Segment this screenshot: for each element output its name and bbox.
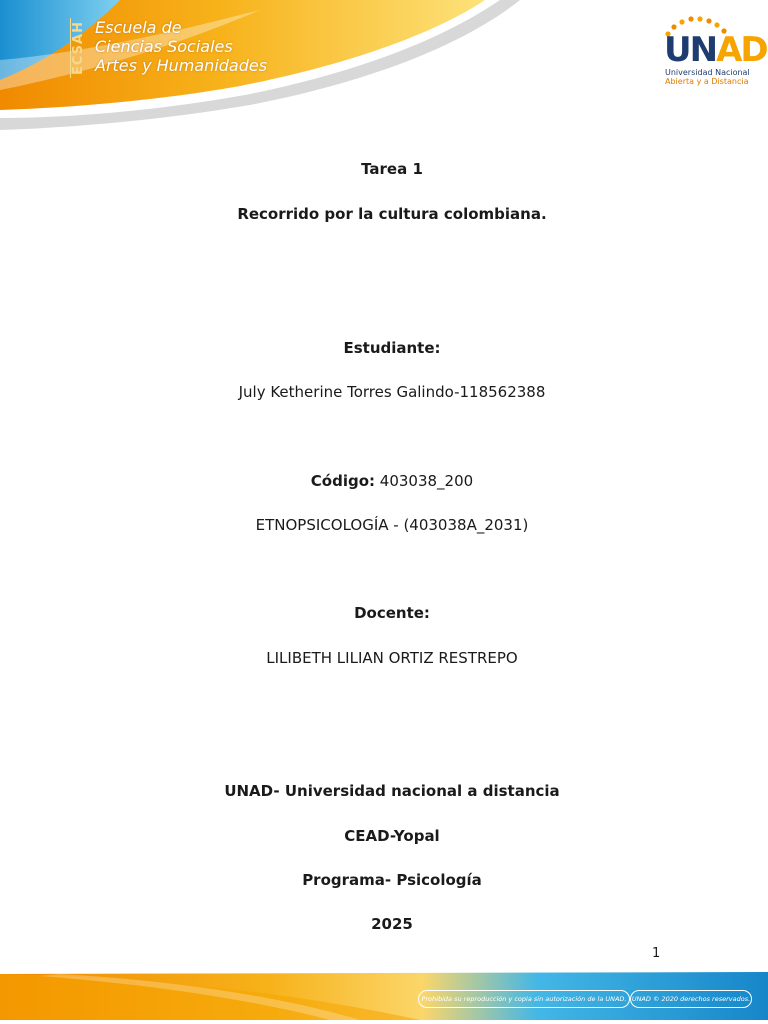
student-name: July Ketherine Torres Galindo-118562388 [238,383,546,401]
course-name: ETNOPSICOLOGÍA - (403038A_2031) [255,516,529,534]
university-name: UNAD- Universidad nacional a distancia [224,782,560,800]
school-name-line-2: Ciencias Sociales [95,37,233,56]
code-value: 403038_200 [375,472,474,490]
unad-logo [660,16,767,88]
footer-banner [0,968,768,1024]
document-title: Tarea 1 [361,160,423,178]
footer-reproduction-notice: Prohibida su reproducción y copia sin autorización de la UNAD. [418,990,630,1008]
program-name: Programa- Psicología [302,871,482,889]
header-banner [0,0,768,150]
school-name-block [70,18,267,78]
student-label: Estudiante: [343,339,441,357]
page-number: 1 [652,946,661,961]
code-line [0,472,768,490]
code-label: Código: [310,472,376,490]
logo-wordmark: UNAD [664,30,767,70]
footer-copyright: UNAD © 2020 derechos reservados. [630,990,752,1008]
school-name-line-3: Artes y Humanidades [95,56,268,75]
logo-subtitle-1: Universidad Nacional [665,68,750,77]
teacher-label: Docente: [354,604,430,622]
logo-subtitle-2: Abierta y a Distancia [665,77,749,86]
teacher-name: LILIBETH LILIAN ORTIZ RESTREPO [266,649,518,667]
school-name-line-1: Escuela de [95,18,182,37]
document-subtitle: Recorrido por la cultura colombiana. [237,205,547,223]
school-abbreviation: ECSAH [70,18,89,78]
document-year: 2025 [371,915,413,933]
center-name: CEAD-Yopal [344,827,440,845]
